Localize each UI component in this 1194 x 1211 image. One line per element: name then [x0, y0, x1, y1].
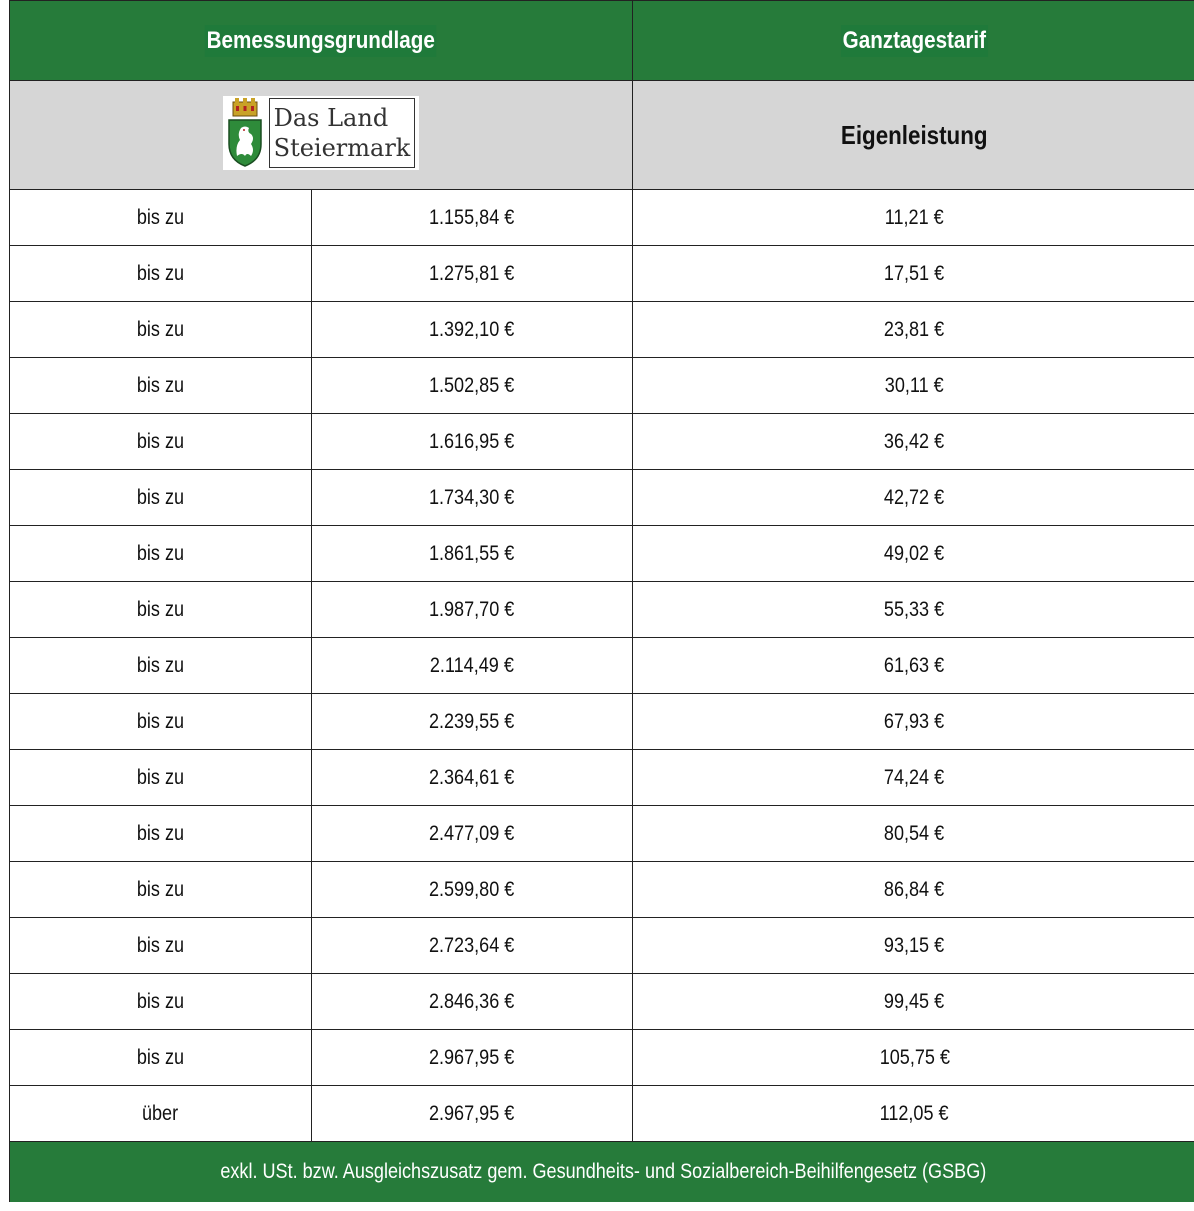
row-basis-cell — [312, 190, 633, 246]
row-basis-text: 2.239,55 € — [429, 709, 515, 733]
row-contribution-cell — [633, 302, 1194, 358]
tariff-table — [9, 0, 1194, 1202]
row-basis-cell — [312, 806, 633, 862]
row-qualifier-cell — [10, 358, 312, 414]
row-qualifier-text: bis zu — [136, 653, 185, 677]
row-contribution-cell — [633, 582, 1194, 638]
table-row — [10, 918, 1194, 974]
row-qualifier-cell — [10, 694, 312, 750]
row-contribution-text: 49,02 € — [884, 541, 945, 565]
row-contribution-cell — [633, 638, 1194, 694]
row-basis-text: 1.155,84 € — [429, 205, 515, 229]
header-tariff-cell — [633, 1, 1194, 81]
logo-cell — [10, 81, 633, 190]
row-qualifier-cell — [10, 638, 312, 694]
row-contribution-text: 86,84 € — [884, 877, 945, 901]
table-row — [10, 694, 1194, 750]
row-basis-cell — [312, 582, 633, 638]
eigenleistung-cell — [633, 81, 1194, 190]
row-basis-text: 2.967,95 € — [429, 1045, 515, 1069]
row-basis-cell — [312, 694, 633, 750]
footer-note-cell — [10, 1142, 1194, 1203]
table-row — [10, 358, 1194, 414]
row-contribution-cell — [633, 918, 1194, 974]
row-basis-text: 2.477,09 € — [429, 821, 515, 845]
row-contribution-text: 42,72 € — [884, 485, 945, 509]
row-basis-text: 1.616,95 € — [429, 429, 515, 453]
row-contribution-text: 17,51 € — [884, 261, 945, 285]
row-contribution-cell — [633, 1086, 1194, 1142]
row-contribution-cell — [633, 694, 1194, 750]
row-qualifier-text: bis zu — [136, 205, 185, 229]
row-qualifier-text: über — [142, 1101, 179, 1125]
row-qualifier-text: bis zu — [136, 821, 185, 845]
row-basis-cell — [312, 470, 633, 526]
row-basis-cell — [312, 750, 633, 806]
row-contribution-cell — [633, 1030, 1194, 1086]
row-basis-cell — [312, 526, 633, 582]
row-contribution-cell — [633, 806, 1194, 862]
row-basis-text: 2.723,64 € — [429, 933, 515, 957]
row-contribution-cell — [633, 862, 1194, 918]
row-qualifier-cell — [10, 862, 312, 918]
row-basis-cell — [312, 302, 633, 358]
row-qualifier-cell — [10, 526, 312, 582]
logo-text-box — [269, 98, 416, 168]
logo-line-2: Steiermark — [273, 134, 411, 162]
row-contribution-text: 67,93 € — [884, 709, 945, 733]
row-contribution-cell — [633, 470, 1194, 526]
row-basis-cell — [312, 1030, 633, 1086]
table-row — [10, 806, 1194, 862]
row-qualifier-cell — [10, 302, 312, 358]
table-row — [10, 1086, 1194, 1142]
row-qualifier-text: bis zu — [136, 485, 185, 509]
table-row — [10, 862, 1194, 918]
row-qualifier-text: bis zu — [136, 989, 185, 1013]
row-qualifier-text: bis zu — [136, 597, 185, 621]
row-contribution-text: 99,45 € — [884, 989, 945, 1013]
row-qualifier-cell — [10, 1086, 312, 1142]
row-basis-cell — [312, 918, 633, 974]
row-basis-cell — [312, 638, 633, 694]
row-basis-cell — [312, 358, 633, 414]
row-qualifier-text: bis zu — [136, 541, 185, 565]
header-tariff-label: Ganztagestarif — [841, 25, 988, 57]
row-basis-text: 1.392,10 € — [429, 317, 515, 341]
row-contribution-text: 80,54 € — [884, 821, 945, 845]
row-qualifier-text: bis zu — [136, 261, 185, 285]
table-row — [10, 414, 1194, 470]
row-qualifier-text: bis zu — [136, 1045, 185, 1069]
row-basis-text: 1.275,81 € — [429, 261, 515, 285]
row-contribution-cell — [633, 414, 1194, 470]
row-qualifier-cell — [10, 190, 312, 246]
row-qualifier-text: bis zu — [136, 429, 185, 453]
row-contribution-text: 105,75 € — [879, 1045, 950, 1069]
row-contribution-cell — [633, 750, 1194, 806]
row-contribution-text: 23,81 € — [884, 317, 945, 341]
row-qualifier-cell — [10, 1030, 312, 1086]
table-row — [10, 750, 1194, 806]
row-basis-cell — [312, 1086, 633, 1142]
row-qualifier-text: bis zu — [136, 373, 185, 397]
row-qualifier-text: bis zu — [136, 877, 185, 901]
row-qualifier-cell — [10, 918, 312, 974]
row-contribution-text: 11,21 € — [885, 205, 944, 229]
logo-line-1: Das Land — [273, 104, 389, 132]
row-contribution-cell — [633, 526, 1194, 582]
row-basis-text: 2.846,36 € — [429, 989, 515, 1013]
row-contribution-cell — [633, 246, 1194, 302]
land-steiermark-logo — [223, 96, 420, 170]
row-contribution-text: 55,33 € — [884, 597, 945, 621]
eigenleistung-label: Eigenleistung — [841, 119, 988, 150]
row-basis-text: 2.114,49 € — [429, 653, 515, 677]
row-qualifier-cell — [10, 582, 312, 638]
table-row — [10, 1030, 1194, 1086]
row-basis-text: 2.599,80 € — [429, 877, 515, 901]
row-qualifier-text: bis zu — [136, 709, 185, 733]
row-basis-text: 1.861,55 € — [429, 541, 515, 565]
table-row — [10, 974, 1194, 1030]
row-contribution-cell — [633, 974, 1194, 1030]
table-row — [10, 246, 1194, 302]
row-contribution-text: 112,05 € — [880, 1101, 949, 1125]
table-row — [10, 470, 1194, 526]
row-basis-cell — [312, 974, 633, 1030]
row-contribution-text: 61,63 € — [884, 653, 945, 677]
row-basis-text: 2.364,61 € — [429, 765, 515, 789]
row-contribution-cell — [633, 190, 1194, 246]
table-row — [10, 190, 1194, 246]
footer-note: exkl. USt. bzw. Ausgleichszusatz gem. Gesundheits- und Sozialbereich-Beihilfengesetz (GSBG) — [220, 1160, 986, 1183]
row-basis-text: 1.502,85 € — [429, 373, 515, 397]
steiermark-coat-of-arms-icon — [225, 98, 265, 168]
row-qualifier-cell — [10, 470, 312, 526]
row-qualifier-cell — [10, 246, 312, 302]
row-qualifier-text: bis zu — [136, 765, 185, 789]
row-qualifier-cell — [10, 750, 312, 806]
row-qualifier-text: bis zu — [136, 933, 185, 957]
table-row — [10, 638, 1194, 694]
row-contribution-text: 93,15 € — [884, 933, 945, 957]
tariff-sheet — [9, 0, 1194, 1202]
row-basis-text: 1.734,30 € — [429, 485, 515, 509]
row-basis-cell — [312, 414, 633, 470]
footer-row — [10, 1142, 1194, 1203]
row-contribution-text: 30,11 € — [885, 373, 944, 397]
table-row — [10, 582, 1194, 638]
row-contribution-cell — [633, 358, 1194, 414]
row-basis-text: 2.967,95 € — [429, 1101, 515, 1125]
row-qualifier-cell — [10, 806, 312, 862]
row-basis-text: 1.987,70 € — [429, 597, 515, 621]
row-contribution-text: 74,24 € — [884, 765, 945, 789]
subheader-row — [10, 81, 1194, 190]
row-qualifier-text: bis zu — [136, 317, 185, 341]
table-row — [10, 302, 1194, 358]
row-basis-cell — [312, 246, 633, 302]
row-contribution-text: 36,42 € — [884, 429, 945, 453]
table-row — [10, 526, 1194, 582]
header-basis-label: Bemessungsgrundlage — [205, 25, 437, 57]
row-basis-cell — [312, 862, 633, 918]
row-qualifier-cell — [10, 414, 312, 470]
header-row — [10, 1, 1194, 81]
row-qualifier-cell — [10, 974, 312, 1030]
header-basis-cell — [10, 1, 633, 81]
